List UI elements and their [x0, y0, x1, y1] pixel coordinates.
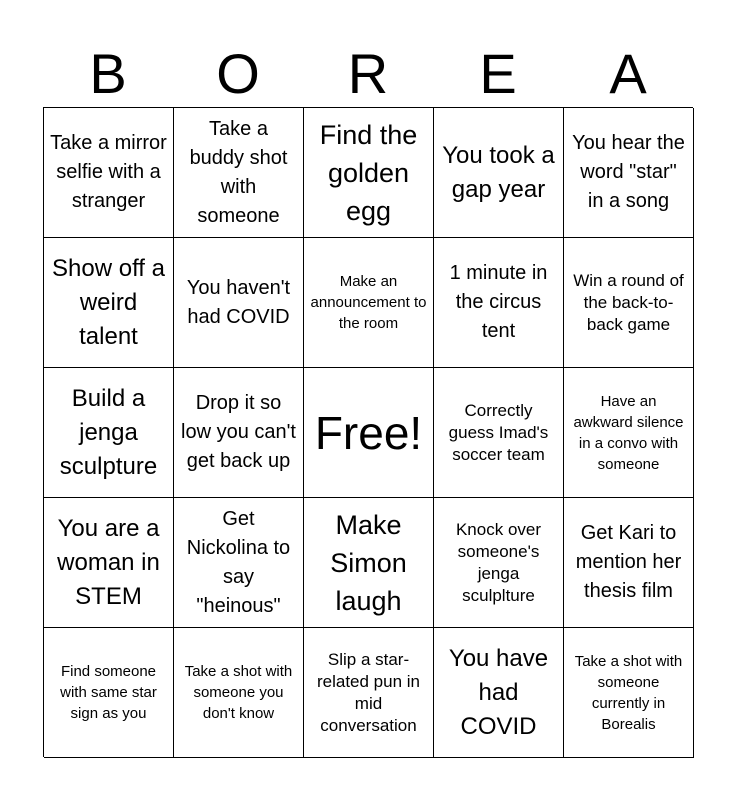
header-letter-1: B [89, 42, 127, 105]
bingo-cell-r4c2[interactable]: Get Nickolina to say "heinous" [174, 498, 304, 628]
bingo-cell-r2c1[interactable]: Show off a weird talent [44, 238, 174, 368]
bingo-header [43, 40, 693, 108]
bingo-cell-r5c5[interactable]: Take a shot with someone currently in Borealis [564, 628, 694, 758]
bingo-grid [43, 107, 693, 757]
bingo-cell-r2c3[interactable]: Make an announcement to the room [304, 238, 434, 368]
bingo-cell-r4c3[interactable]: Make Simon laugh [304, 498, 434, 628]
header-letter-5: A [609, 42, 647, 105]
bingo-cell-r1c2[interactable]: Take a buddy shot with someone [174, 108, 304, 238]
bingo-cell-r4c4[interactable]: Knock over someone's jenga sculplture [434, 498, 564, 628]
bingo-cell-free[interactable]: Free! [304, 368, 434, 498]
header-letter-2: O [216, 42, 260, 105]
bingo-cell-r2c5[interactable]: Win a round of the back-to-back game [564, 238, 694, 368]
bingo-cell-r1c1[interactable]: Take a mirror selfie with a stranger [44, 108, 174, 238]
bingo-cell-r1c4[interactable]: You took a gap year [434, 108, 564, 238]
bingo-cell-r3c5[interactable]: Have an awkward silence in a convo with someone [564, 368, 694, 498]
bingo-cell-r1c5[interactable]: You hear the word "star" in a song [564, 108, 694, 238]
bingo-cell-r2c4[interactable]: 1 minute in the circus tent [434, 238, 564, 368]
bingo-cell-r5c1[interactable]: Find someone with same star sign as you [44, 628, 174, 758]
header-letter-4: E [479, 42, 517, 105]
bingo-cell-r5c3[interactable]: Slip a star-related pun in mid conversation [304, 628, 434, 758]
bingo-cell-r3c1[interactable]: Build a jenga sculpture [44, 368, 174, 498]
bingo-cell-r2c2[interactable]: You haven't had COVID [174, 238, 304, 368]
bingo-cell-r5c2[interactable]: Take a shot with someone you don't know [174, 628, 304, 758]
bingo-cell-r5c4[interactable]: You have had COVID [434, 628, 564, 758]
bingo-cell-r1c3[interactable]: Find the golden egg [304, 108, 434, 238]
bingo-cell-r3c4[interactable]: Correctly guess Imad's soccer team [434, 368, 564, 498]
header-letter-3: R [347, 42, 389, 105]
bingo-cell-r3c2[interactable]: Drop it so low you can't get back up [174, 368, 304, 498]
bingo-cell-r4c5[interactable]: Get Kari to mention her thesis film [564, 498, 694, 628]
bingo-cell-r4c1[interactable]: You are a woman in STEM [44, 498, 174, 628]
